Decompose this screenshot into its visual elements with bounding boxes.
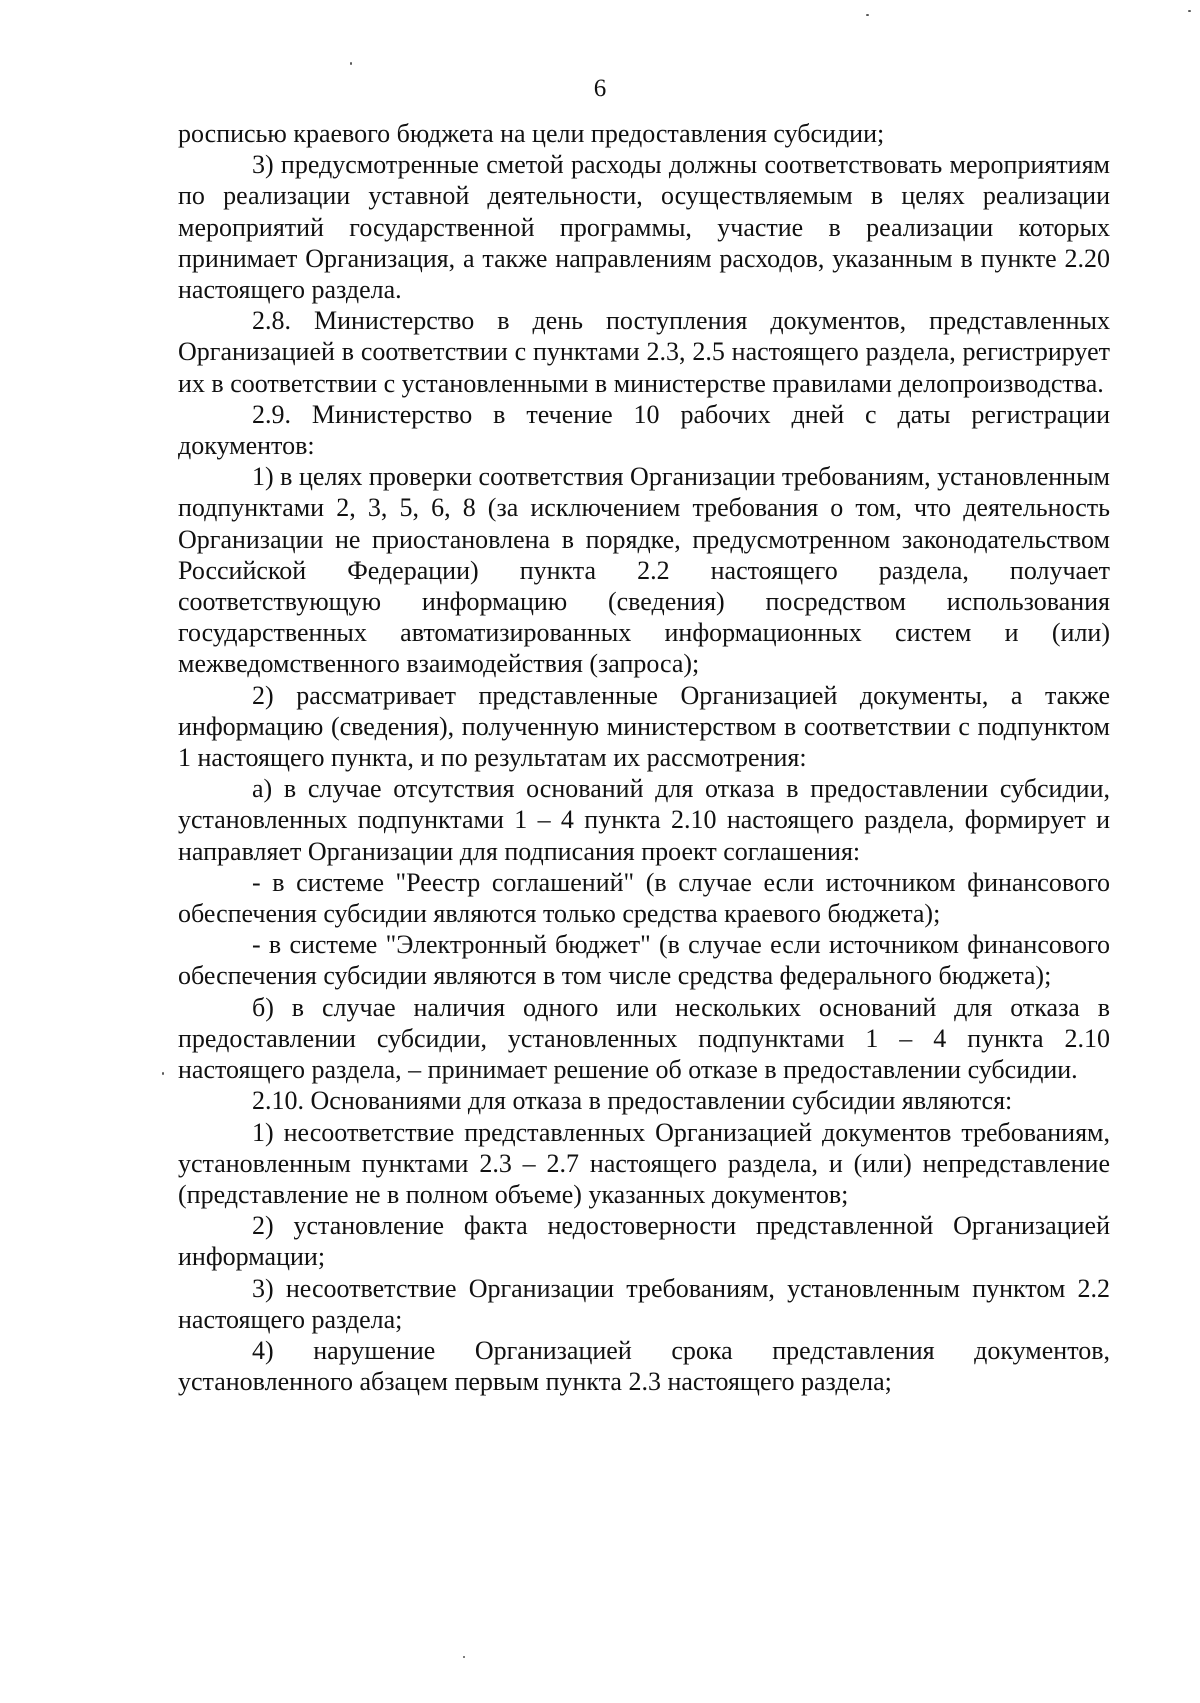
paragraph-2-9-item-2b: б) в случае наличия одного или нескольких оснований для отказа в предоставлении субсидии, установленных подпунктами 1 – 4 пункта 2.10 настоящего раздела, – принимает решение об отказе в предоставлении субсидии. <box>178 992 1110 1085</box>
paragraph-2-8: 2.8. Министерство в день поступления документов, представленных Организацией в соответствии с пунктами 2.3, 2.5 настоящего раздела, регистрирует их в соответствии с установленными в министерстве правилами делопроизводства. <box>178 306 1110 398</box>
document-body <box>178 118 1110 1397</box>
paragraph-2-10-item-1: 1) несоответствие представленных Организацией документов требованиям, установленным пунктами 2.3 – 2.7 настоящего раздела, и (или) непредставление (представление не в полном объеме) указанных документов; <box>178 1117 1110 1209</box>
scan-speck <box>1188 10 1191 12</box>
paragraph-dash-registry-system: - в системе "Реестр соглашений" (в случае если источником финансового обеспечения субсидии являются только средства краевого бюджета); <box>178 867 1110 929</box>
paragraph-continuation: росписью краевого бюджета на цели предоставления субсидии; <box>178 119 885 148</box>
scan-speck <box>866 14 869 16</box>
paragraph-dash-electronic-budget: - в системе "Электронный бюджет" (в случае если источником финансового обеспечения субсидии являются в том числе средства федерального бюджета); <box>178 930 1110 991</box>
paragraph-2-10: 2.10. Основаниями для отказа в предоставлении субсидии являются: <box>252 1086 1013 1116</box>
scan-speck <box>350 62 352 65</box>
paragraph-2-10-item-3: 3) несоответствие Организации требованиям, установленным пунктом 2.2 настоящего раздела; <box>178 1273 1110 1334</box>
paragraph-2-9-item-1: 1) в целях проверки соответствия Организации требованиям, установленным подпунктами 2, 3, 5, 6, 8 (за исключением требования о том, что деятельность Организации не приостановлена в порядке, предусмотренном законодательством Российской Федерации) пункта 2.2 настоящего раздела, получает соответствующую информацию (сведения) посредством использования государственных автоматизированных информационных систем и (или) межведомственного взаимодействия (запроса); <box>178 462 1110 679</box>
paragraph-2-9-item-2a: а) в случае отсутствия оснований для отказа в предоставлении субсидии, установленных подпунктами 1 – 4 пункта 2.10 настоящего раздела, формирует и направляет Организации для подписания проект соглашения: <box>178 774 1110 866</box>
paragraph-item-3-estimate: 3) предусмотренные сметой расходы должны соответствовать мероприятиям по реализации уставной деятельности, осуществляемым в целях реализации мероприятий государственной программы, участие в реализации которых принимает Организация, а также направлениям расходов, указанным в пункте 2.20 настоящего раздела. <box>178 150 1110 305</box>
paragraph-2-9: 2.9. Министерство в течение 10 рабочих дней с даты регистрации документов: <box>178 399 1110 461</box>
page-number: 6 <box>593 75 607 102</box>
paragraph-2-10-item-4: 4) нарушение Организацией срока представления документов, установленного абзацем первым пункта 2.3 настоящего раздела; <box>178 1335 1110 1397</box>
paragraph-2-10-item-2: 2) установление факта недостоверности представленной Организацией информации; <box>178 1211 1110 1272</box>
scan-speck <box>162 1072 164 1075</box>
scan-speck <box>463 1656 465 1658</box>
paragraph-2-9-item-2: 2) рассматривает представленные Организацией документы, а также информацию (сведения), полученную министерством в соответствии с подпунктом 1 настоящего пункта, и по результатам их рассмотрения: <box>178 680 1110 773</box>
